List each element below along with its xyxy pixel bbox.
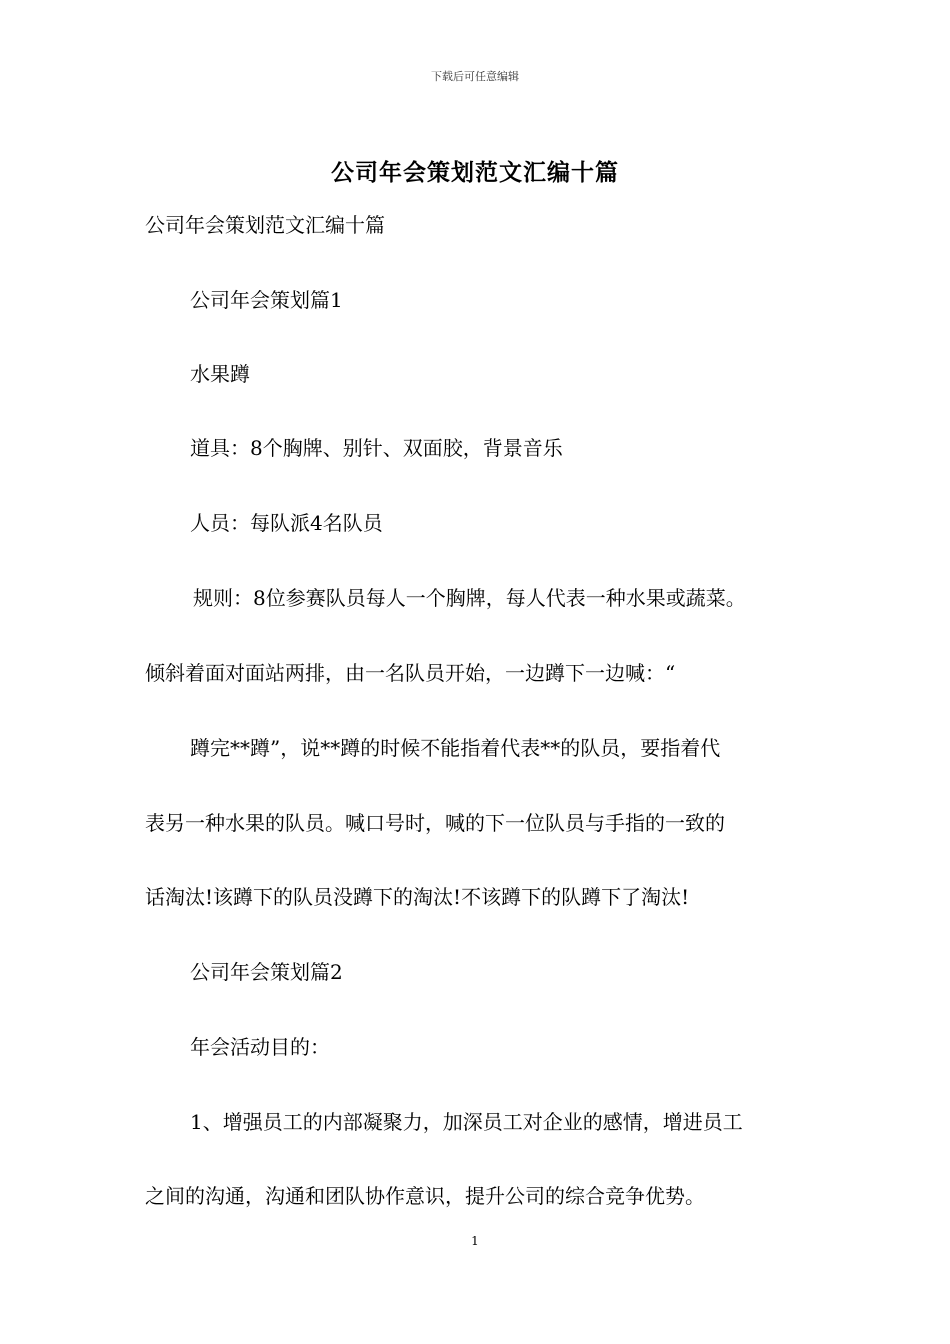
paragraph-doc-subtitle: 公司年会策划范文汇编十篇 <box>145 213 385 237</box>
paragraph-rules-line-3: 蹲完**蹲”，说**蹲的时候不能指着代表**的队员，要指着代 <box>190 736 721 760</box>
paragraph-purpose-line-2: 之间的沟通，沟通和团队协作意识，提升公司的综合竞争优势。 <box>145 1184 705 1208</box>
section-heading-2: 公司年会策划篇2 <box>190 960 343 984</box>
document-title: 公司年会策划范文汇编十篇 <box>331 159 619 186</box>
paragraph-rules-line-1: 规则：8位参赛队员每人一个胸牌，每人代表一种水果或蔬菜。 <box>193 586 746 610</box>
paragraph-purpose-line-1: 1、增强员工的内部凝聚力，加深员工对企业的感情，增进员工 <box>190 1110 743 1134</box>
page-header: 下载后可任意编辑 <box>431 70 519 83</box>
paragraph-purpose-heading: 年会活动目的： <box>190 1035 330 1059</box>
paragraph-rules-line-2: 倾斜着面对面站两排，由一名队员开始，一边蹲下一边喊：“ <box>145 661 676 685</box>
paragraph-rules-line-4: 表另一种水果的队员。喊口号时，喊的下一位队员与手指的一致的 <box>145 811 725 835</box>
paragraph-rules-line-5: 话淘汰!该蹲下的队员没蹲下的淘汰!不该蹲下的队蹲下了淘汰! <box>145 885 690 909</box>
page-number: 1 <box>471 1234 479 1248</box>
paragraph-game-name: 水果蹲 <box>190 362 250 386</box>
paragraph-personnel: 人员：每队派4名队员 <box>190 511 383 535</box>
paragraph-props: 道具：8个胸牌、别针、双面胶，背景音乐 <box>190 436 563 460</box>
section-heading-1: 公司年会策划篇1 <box>190 288 343 312</box>
